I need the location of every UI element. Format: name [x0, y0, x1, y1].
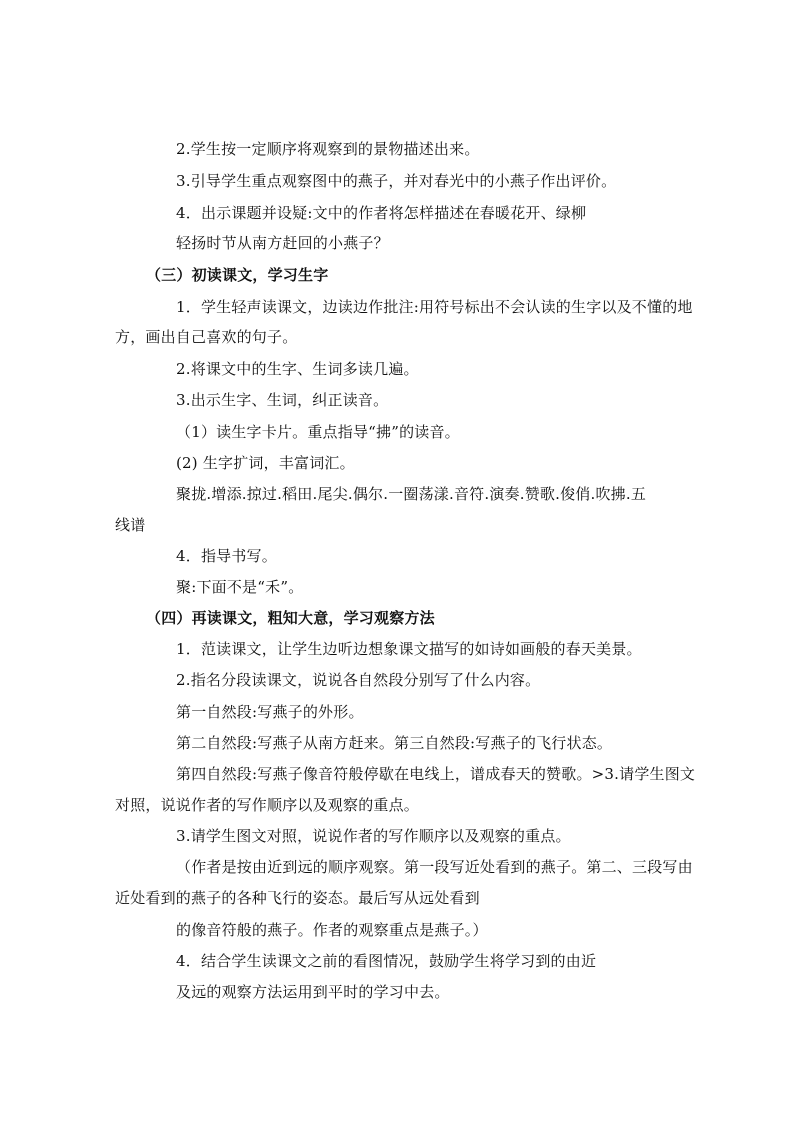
text-line: 的像音符般的燕子。作者的观察重点是燕子。）: [176, 921, 488, 939]
section-heading: （四）再读课文，粗知大意，学习观察方法: [146, 609, 435, 627]
section-heading: （三）初读课文，学习生字: [146, 266, 329, 284]
text-line: 2.学生按一定顺序将观察到的景物描述出来。: [176, 140, 480, 158]
text-line: 近处看到的燕子的各种飞行的姿态。最后写从远处看到: [115, 889, 480, 907]
text-line: 及远的观察方法运用到平时的学习中去。: [176, 983, 450, 1001]
text-line: 2.指名分段读课文，说说各自然段分别写了什么内容。: [176, 671, 541, 689]
text-line: 4．结合学生读课文之前的看图情况，鼓励学生将学习到的由近: [176, 952, 597, 970]
text-line: （1）读生字卡片。重点指导“拂”的读音。: [176, 423, 460, 441]
text-line: 4．指导书写。: [176, 547, 277, 565]
text-line: 轻扬时节从南方赶回的小燕子？: [176, 234, 389, 252]
text-line: 第四自然段:写燕子像音符般停歇在电线上，谱成春天的赞歌。>3.请学生图文: [176, 765, 696, 783]
text-line: 2.将课文中的生字、生词多读几遍。: [176, 360, 419, 378]
text-line: 聚:下面不是“禾”。: [176, 578, 304, 596]
text-line: 1．学生轻声读课文，边读边作批注:用符号标出不会认读的生字以及不懂的地: [176, 298, 693, 316]
text-line: 线谱: [115, 516, 146, 534]
text-line: 4．出示课题并设疑:文中的作者将怎样描述在春暖花开、绿柳: [176, 204, 587, 222]
text-line: 第一自然段:写燕子的外形。: [176, 703, 364, 721]
text-line: 3.请学生图文对照，说说作者的写作顺序以及观察的重点。: [176, 827, 571, 845]
text-line: 方，画出自己喜欢的句子。: [115, 328, 298, 346]
text-line: （作者是按由近到远的顺序观察。第一段写近处看到的燕子。第二、三段写由: [176, 858, 693, 876]
text-line: 1．范读课文，让学生边听边想象课文描写的如诗如画般的春天美景。: [176, 640, 642, 658]
text-line: (2) 生字扩词，丰富词汇。: [176, 454, 355, 472]
text-line: 3.引导学生重点观察图中的燕子，并对春光中的小燕子作出评价。: [176, 172, 617, 190]
text-line: 聚拢.增添.掠过.稻田.尾尖.偶尔.一圈荡漾.音符.演奏.赞歌.俊俏.吹拂.五: [176, 485, 647, 503]
text-line: 3.出示生字、生词，纠正读音。: [176, 391, 389, 409]
text-line: 第二自然段:写燕子从南方赶来。第三自然段:写燕子的飞行状态。: [176, 734, 613, 752]
text-line: 对照，说说作者的写作顺序以及观察的重点。: [115, 796, 420, 814]
